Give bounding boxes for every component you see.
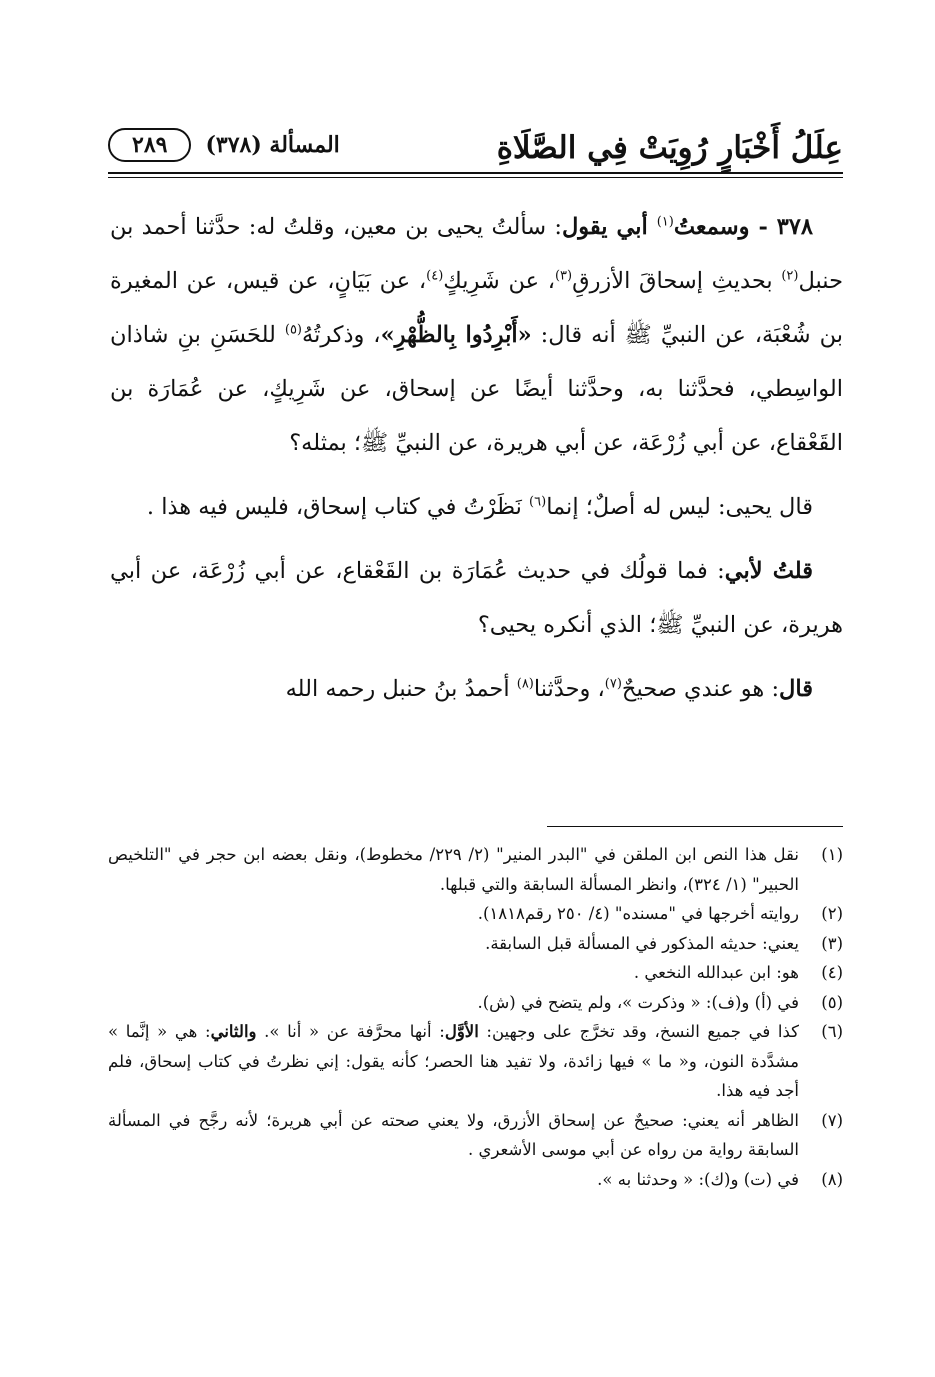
header-info xyxy=(108,128,340,168)
paragraph-text: للحَسَنِ بنِ شاذان الواسِطي، فحدَّثنا به، وحدَّثنا أيضًا عن إسحاق، عن شَرِيكٍ، عن عُمَارَة بن القَعْقاع، عن أبي زُرْعَة، عن أبي هريرة، عن النبيِّ ﷺ؛ بمثله؟ xyxy=(110,322,843,456)
footnote-number: (٥) xyxy=(821,992,843,1012)
paragraph-second-question xyxy=(110,544,843,652)
paragraph-text: ، عن شَرِيكٍ xyxy=(443,268,555,294)
footnote-text: في (أ) و(ف): « وذكرت »، ولم يتضح في (ش). xyxy=(477,992,799,1012)
footnote-number: (٣) xyxy=(821,933,843,953)
main-text xyxy=(110,200,843,726)
footnote-ref-7[interactable]: (٧) xyxy=(604,676,622,692)
footnote-ref-1[interactable]: (١) xyxy=(656,214,674,230)
footnote-number: (٢) xyxy=(821,904,843,923)
paragraph-text: ، عن بَيَانٍ، عن قيس، عن المغيرة بن شُعْبَة، عن النبيِّ ﷺ أنه قال: xyxy=(110,268,843,348)
paragraph-text: نَظَرْتُ في كتاب إسحاق، فليس فيه هذا . xyxy=(146,494,530,520)
hadith-text: «أَبْرِدُوا بِالظُّهْرِ» xyxy=(380,322,532,348)
footnote-number: (٧) xyxy=(821,1110,843,1130)
footnote-number: (٦) xyxy=(821,1022,843,1041)
header-rule xyxy=(108,172,843,174)
footnote-number: (٤) xyxy=(821,963,843,982)
footnote-6 xyxy=(108,1017,843,1106)
footnote-5 xyxy=(108,988,843,1018)
footnote-text: في (ت) و(ك): « وحدثنا به ». xyxy=(597,1169,799,1189)
paragraph-text: : هو عندي صحيحٌ xyxy=(621,676,780,702)
paragraph-text: ، وحدَّثنا xyxy=(533,676,605,702)
footnote-bold-second: والثاني xyxy=(210,1022,257,1041)
footnote-separator xyxy=(547,826,843,827)
footnote-ref-4[interactable]: (٤) xyxy=(426,268,444,284)
footnote-ref-3[interactable]: (٣) xyxy=(554,268,573,284)
footnote-ref-5[interactable]: (٥) xyxy=(284,322,302,338)
paragraph-text: قال يحيى: ليس له أصلٌ؛ إنما xyxy=(546,494,813,520)
footnote-bold-first: الأوَّل xyxy=(444,1022,479,1041)
paragraph-question xyxy=(110,200,843,470)
header-rule-thin xyxy=(108,177,843,178)
footnotes-list xyxy=(108,840,843,1194)
paragraph-text: بحديثِ إسحاقَ الأزرقِ xyxy=(572,268,782,294)
page-number: ٢٨٩ xyxy=(108,128,191,162)
paragraph-text: أحمدُ بنُ حنبل رحمه الله xyxy=(285,676,517,702)
paragraph-father-answer xyxy=(110,662,843,716)
page-header xyxy=(108,112,843,168)
paragraph-text: : سألتُ يحيى بن معين، وقلتُ له: حدَّثنا أحمد بن حنبل xyxy=(110,214,843,294)
footnote-text: هو: ابن عبدالله النخعي . xyxy=(633,963,799,982)
footnote-ref-6[interactable]: (٦) xyxy=(529,494,547,510)
footnote-4 xyxy=(108,958,843,988)
footnote-text xyxy=(108,1017,799,1106)
book-title: عِلَلُ أَخْبَارٍ رُوِيَتْ فِي الصَّلَاةِ xyxy=(496,130,843,166)
footnote-text-part: : هي « إنَّما » مشدَّدة النون، و« ما » فيها زائدة، ولا تفيد هنا الحصر؛ كأنه يقول: إني نظرتُ في كتاب إسحاق، فلم أجد فيه هذا. xyxy=(108,1022,799,1100)
footnote-text: روايته أخرجها في "مسنده" (٤/ ٢٥٠ رقم١٨١٨). xyxy=(477,904,799,923)
footnote-number: (١) xyxy=(821,845,843,864)
paragraph-text: : فما قولُك في حديث عُمَارَة بن القَعْقاع، عن أبي زُرْعَة، عن أبي هريرة، عن النبيِّ ﷺ؛ الذي أنكره يحيى؟ xyxy=(110,558,843,638)
issue-label: المسألة (٣٧٨) xyxy=(205,131,340,158)
speaker-label: قال xyxy=(779,676,813,702)
footnote-8 xyxy=(108,1165,843,1195)
footnote-text: الظاهر أنه يعني: صحيحٌ عن إسحاق الأزرق، ولا يعني صحته عن أبي هريرة؛ لأنه رجَّح في المسألة السابقة رواية من رواه عن أبي موسى الأشعري . xyxy=(108,1110,799,1159)
footnote-number: (٨) xyxy=(821,1169,843,1189)
speaker-label: أبي يقول xyxy=(561,214,657,240)
paragraph-text: ، وذكرتُهُ xyxy=(302,322,381,348)
footnote-1 xyxy=(108,840,843,899)
footnote-text-part: كذا في جميع النسخ، وقد تخرَّج على وجهين: xyxy=(478,1022,799,1041)
footnote-2 xyxy=(108,899,843,929)
footnote-3 xyxy=(108,929,843,959)
paragraph-yahya-answer xyxy=(110,480,843,534)
issue-number: ٣٧٨ - وسمعتُ xyxy=(673,214,813,240)
footnote-ref-8[interactable]: (٨) xyxy=(516,676,534,692)
footnote-text: يعني: حديثه المذكور في المسألة قبل السابقة. xyxy=(485,933,799,953)
speaker-label: قلتُ لأبي xyxy=(724,558,813,584)
footnote-7 xyxy=(108,1106,843,1165)
footnote-text: نقل هذا النص ابن الملقن في "البدر المنير" (٢/ ٢٢٩/ مخطوط)، ونقل بعضه ابن حجر في "التلخيص الحبير" (١/ ٣٢٤)، وانظر المسألة السابقة والتي قبلها. xyxy=(108,845,799,894)
footnote-ref-2[interactable]: (٢) xyxy=(781,268,799,284)
footnote-text-part: : أنها محرَّفة عن « أنا ». xyxy=(256,1022,445,1041)
